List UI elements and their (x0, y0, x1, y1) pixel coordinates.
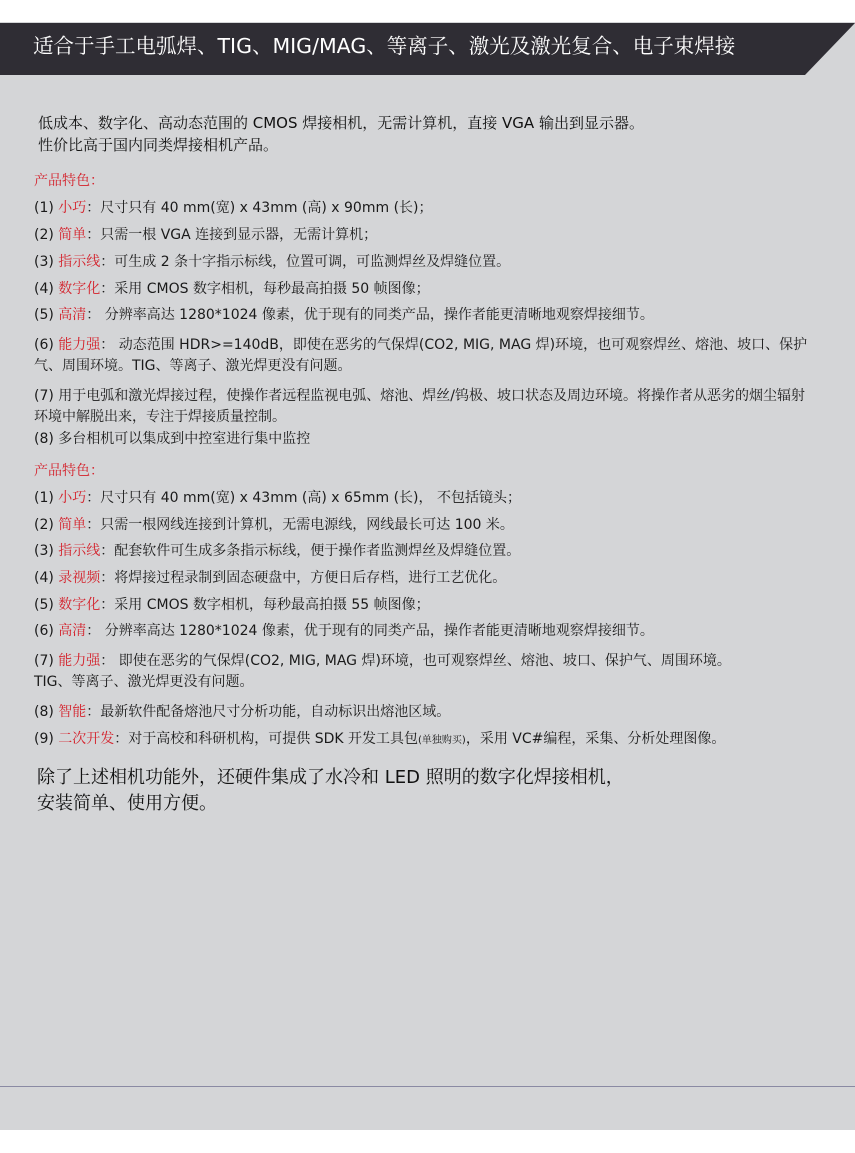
item-number: (5) (34, 597, 59, 613)
item-keyword: 数字化 (58, 281, 101, 297)
item-keyword: 智能 (58, 704, 87, 720)
item-keyword: 高清 (58, 623, 87, 639)
item-number: (3) (34, 254, 59, 270)
item-text: ：只需一根网线连接到计算机，无需电源线，网线最长可达 100 米。 (86, 517, 514, 533)
item-keyword: 简单 (58, 227, 87, 243)
s2-item-3 (34, 541, 814, 562)
s1-item-1 (34, 198, 814, 219)
item-text-cont: ，采用 VC#编程，采集、分析处理图像。 (465, 731, 726, 747)
s2-item-2 (34, 515, 814, 536)
item-keyword: 简单 (58, 517, 87, 533)
item-number: (7) (34, 388, 59, 404)
banner-title: 适合于手工电弧焊、TIG、MIG/MAG、等离子、激光及激光复合、电子束焊接 (33, 34, 736, 58)
item-text: ：对于高校和科研机构，可提供 SDK 开发工具包 (114, 731, 419, 747)
s2-item-5 (34, 595, 814, 616)
item-number: (1) (34, 200, 59, 216)
item-number: (6) (34, 623, 59, 639)
item-keyword: 能力强 (58, 653, 101, 669)
item-number: (8) (34, 704, 59, 720)
item-text: 多台相机可以集成到中控室进行集中监控 (58, 431, 311, 447)
section2-heading: 产品特色： (34, 463, 104, 479)
item-number: (4) (34, 570, 59, 586)
s1-item-8 (34, 429, 814, 450)
s1-item-6 (34, 335, 809, 377)
item-number: (9) (34, 731, 59, 747)
s1-item-7 (34, 386, 809, 428)
item-number: (5) (34, 307, 59, 323)
item-text: ：可生成 2 条十字指示标线，位置可调，可监测焊丝及焊缝位置。 (100, 254, 511, 270)
s2-item-8 (34, 702, 814, 723)
item-text: ：将焊接过程录制到固态硬盘中，方便日后存档，进行工艺优化。 (100, 570, 507, 586)
item-number: (8) (34, 431, 59, 447)
item-number: (1) (34, 490, 59, 506)
item-keyword: 指示线 (58, 254, 101, 270)
s2-item-7 (34, 651, 754, 693)
s1-item-5 (34, 305, 814, 326)
item-text: ：尺寸只有 40 mm(宽) x 43mm (高) x 65mm (长)， 不包括镜头； (86, 490, 521, 506)
item-text: ：最新软件配备熔池尺寸分析功能，自动标识出熔池区域。 (86, 704, 451, 720)
s2-item-4 (34, 568, 814, 589)
s1-item-3 (34, 252, 814, 273)
item-text: ：只需一根 VGA 连接到显示器，无需计算机； (86, 227, 378, 243)
item-text: ：配套软件可生成多条指示标线，便于操作者监测焊丝及焊缝位置。 (100, 543, 521, 559)
item-text: ： 分辨率高达 1280*1024 像素，优于现有的同类产品，操作者能更清晰地观察焊接细节。 (86, 623, 654, 639)
intro-line-1: 低成本、数字化、高动态范围的 CMOS 焊接相机，无需计算机，直接 VGA 输出到显示器。 (38, 114, 644, 132)
item-text: 用于电弧和激光焊接过程，使操作者远程监视电弧、熔池、焊丝/钨极、坡口状态及周边环境。将操作者从恶劣的烟尘辐射环境中解脱出来，专注于焊接质量控制。 (34, 388, 805, 425)
item-number: (2) (34, 227, 59, 243)
footer-divider (0, 1086, 855, 1087)
item-keyword: 指示线 (58, 543, 101, 559)
item-text: ： 分辨率高达 1280*1024 像素，优于现有的同类产品，操作者能更清晰地观察焊接细节。 (86, 307, 654, 323)
item-keyword: 能力强 (58, 337, 101, 353)
item-number: (6) (34, 337, 59, 353)
intro-text (38, 112, 818, 156)
item-text: ：采用 CMOS 数字相机，每秒最高拍摄 50 帧图像； (100, 281, 430, 297)
s2-item-6 (34, 621, 814, 642)
section1-heading: 产品特色： (34, 173, 104, 189)
s1-item-4 (34, 279, 814, 300)
item-keyword: 小巧 (58, 200, 87, 216)
item-text: ：采用 CMOS 数字相机，每秒最高拍摄 55 帧图像； (100, 597, 430, 613)
item-keyword: 二次开发 (58, 731, 115, 747)
item-number: (7) (34, 653, 59, 669)
intro-line-2: 性价比高于国内同类焊接相机产品。 (38, 136, 279, 154)
item-text: ： 即使在恶劣的气保焊(CO2, MIG, MAG 焊)环境，也可观察焊丝、熔池、坡口、保护气、周围环境。TIG、等离子、激光焊更没有问题。 (34, 653, 731, 690)
item-number: (2) (34, 517, 59, 533)
closing-line-1: 除了上述相机功能外，还硬件集成了水冷和 LED 照明的数字化焊接相机， (37, 767, 624, 788)
closing-text (37, 765, 817, 817)
s1-item-2 (34, 225, 814, 246)
item-keyword: 录视频 (58, 570, 101, 586)
item-keyword: 数字化 (58, 597, 101, 613)
s2-item-9 (34, 729, 814, 751)
closing-line-2: 安装简单、使用方便。 (37, 793, 217, 814)
item-text: ： 动态范围 HDR>=140dB，即使在恶劣的气保焊(CO2, MIG, MAG 焊)环境，也可观察焊丝、熔池、坡口、保护气、周围环境。TIG、等离子、激光焊更没有问题。 (34, 337, 808, 374)
item-number: (3) (34, 543, 59, 559)
item-keyword: 高清 (58, 307, 87, 323)
item-note: (单独购买) (418, 735, 466, 746)
s2-item-1 (34, 488, 814, 509)
item-text: ：尺寸只有 40 mm(宽) x 43mm (高) x 90mm (长)； (86, 200, 433, 216)
item-number: (4) (34, 281, 59, 297)
item-keyword: 小巧 (58, 490, 87, 506)
